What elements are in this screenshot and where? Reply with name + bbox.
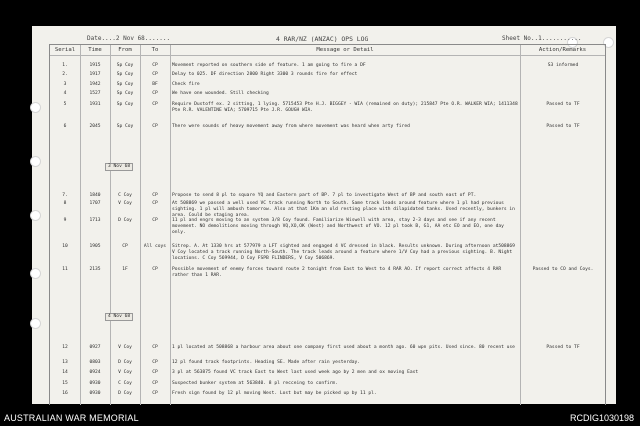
entry-from: C Coy [118,193,132,198]
entry-message: 12 pl found track footprints. Heading SE. Made after rain yesterday. [172,360,361,365]
entry-time: 0803 [89,360,101,365]
entry-from: Sp Coy [116,102,134,107]
col-header-to: To [151,47,159,53]
punch-hole [30,102,41,113]
column-rule [140,45,141,405]
entry-message: Sitrep. A. At 1330 hrs at 577979 a LFT sighted and engaged 4 VC dressed in black. Results unknown. During afternoon at508869 V Coy located a track running North-South. The track leads around a feature where 1/V Coy had a previous sighting. B. Night locations. C Coy 569944, D Coy FSPB FLINDERS, V Coy 506869. [172,244,515,261]
entry-message: Possible movement of enemy forces toward route 2 tonight from East to West to 4 RAR AO. If report correct affects 4 RAR rather than 1 RAR. [172,267,502,278]
entry-action: Passed to TF [546,102,580,107]
entry-serial: 16 [62,391,68,396]
entry-from: V Coy [118,345,132,350]
entry-message: Require Dustoff ex. 2 sitting, 1 lying. 5715453 Pte H.J. BIGGEY - WIA (remained on duty); 215847 Pte O.R. WALKER WIA; 1411348 Pte R.R. VALENTINE WIA; 5709715 Pte J.R. GOUGH WIA. [172,102,518,113]
log-date: Date....2 Nov 68....... [87,35,171,42]
entry-to: CP [152,381,158,386]
entry-to: CP [152,391,158,396]
column-rule [110,45,111,405]
log-title: 4 RAR/NZ (ANZAC) OPS LOG [276,35,369,43]
entry-serial: 11 [62,267,68,272]
entry-from: Sp Coy [116,72,134,77]
column-rule [520,45,521,405]
entry-from: Sp Coy [116,124,134,129]
entry-from: Sp Coy [116,91,134,96]
entry-from: C Coy [118,381,132,386]
date-marker: 3 Nov 68 [105,163,133,171]
entry-serial: 1. [62,63,68,68]
entry-serial: 13 [62,360,68,365]
entry-time: 0927 [89,345,101,350]
entry-message: Movement reported on southern side of feature. 1 am going to fire a DF [172,63,366,68]
entry-message: Delay to 025. DF direction 2800 Right 3300 3 rounds fire for effect [172,72,358,77]
entry-message: Propose to send 8 pl to square YQ and Eastern part of BP. 7 pl to investigate West of BP and south east of PT. [172,193,477,198]
entry-message: 3 pl at 563875 found VC track East to West last used week ago by 2 men and ox moving East [172,370,419,375]
entry-time: 0930 [89,381,101,386]
entry-to: All coys [143,244,167,249]
entry-serial: 12 [62,345,68,350]
entry-action: Passed to TF [546,124,580,129]
entry-serial: 3 [63,82,67,87]
punch-hole [30,156,41,167]
sheet-number: Sheet No..1........... [502,35,582,42]
punch-hole [30,268,41,279]
entry-time: 1713 [89,218,101,223]
entry-to: CP [152,124,158,129]
entry-serial: 9 [63,218,67,223]
entry-message: Suspected bunker system at 563840. 8 pl recceing to confirm. [172,381,338,386]
entry-time: 2045 [89,124,101,129]
entry-serial: 6 [63,124,67,129]
col-header-action: Action/Remarks [538,47,587,53]
entry-time: 1931 [89,102,101,107]
entry-action: S3 informed [547,63,579,68]
entry-serial: 8 [63,201,67,206]
entry-serial: 14 [62,370,68,375]
entry-from: D Coy [118,218,132,223]
entry-to: CP [152,102,158,107]
entry-serial: 15 [62,381,68,386]
column-rule [170,45,171,405]
ops-log-table [49,44,606,405]
entry-action: Passed to CO and Coys. [532,267,594,272]
entry-to: CP [152,193,158,198]
entry-time: 2135 [89,267,101,272]
entry-message: We have one wounded. Still checking [172,91,269,96]
entry-time: 1707 [89,201,101,206]
entry-to: CP [152,218,158,223]
entry-message: Check fire [172,82,200,87]
entry-to: CP [152,345,158,350]
entry-time: 0924 [89,370,101,375]
entry-to: CP [152,360,158,365]
entry-from: Sp Coy [116,82,134,87]
entry-serial: 2. [62,72,68,77]
entry-message: At 508869 we passed a well used VC track running North to South. Same track leads around feature where 1 pl had previous sighting. 1 pl will ambush tomorrow. Also at that 1Km an old resting place with dilapidated tanks. Used recently, bunkers in area. Could be staging area. [172,201,515,218]
entry-serial: 7. [62,193,68,198]
col-header-message: Message or Detail [316,47,374,53]
entry-to: CP [152,370,158,375]
header-rule [50,55,605,56]
entry-serial: 4 [63,91,67,96]
institution-credit: AUSTRALIAN WAR MEMORIAL [4,413,139,423]
punch-hole [30,210,41,221]
entry-time: 1905 [89,244,101,249]
entry-to: BF [152,82,158,87]
entry-time: 1840 [89,193,101,198]
entry-time: 1917 [89,72,101,77]
entry-from: Sp Coy [116,63,134,68]
entry-time: 1942 [89,82,101,87]
entry-to: CP [152,201,158,206]
entry-serial: 5 [63,102,67,107]
punch-hole [30,318,41,329]
entry-from: V Coy [118,201,132,206]
date-marker: 4 Nov 68 [105,313,133,321]
entry-from: D Coy [118,391,132,396]
entry-action: Passed to TF [546,345,580,350]
entry-from: V Coy [118,370,132,375]
col-header-time: Time [88,47,102,53]
entry-time: 1915 [89,63,101,68]
entry-to: CP [152,72,158,77]
entry-time: 1527 [89,91,101,96]
entry-message: There were sounds of heavy movement away from where movement was heard when arty fired [172,124,410,129]
col-header-from: From [118,47,132,53]
col-header-serial: Serial [54,47,76,53]
entry-from: CP [122,244,128,249]
column-rule [80,45,81,405]
entry-to: CP [152,267,158,272]
entry-from: D Coy [118,360,132,365]
entry-time: 0930 [89,391,101,396]
log-sheet [32,26,616,404]
entry-message: Fresh sign found by 12 pl moving West. Lost but may be picked up by 11 pl. [172,391,377,396]
entry-message: 1 pl located at 508868 a harbour area about one company first used about a month ago. 60 wpn pits. Used since. 80 recent use [172,345,515,350]
entry-serial: 10 [62,244,68,249]
entry-from: 1F [122,267,128,272]
document-reference: RCDIG1030198 [569,413,634,423]
entry-message: 11 pl and engrs moving to an system 3/8 Coy found. Familiarize Wiswell with area, stay 2-3 days and see if any recent movement. NO demolitions moving through VQ,XO,OK (West) and Northwest of VO. 12 pl took B, G1, AA etc EO and EO, one day only. [172,218,504,235]
entry-to: CP [152,91,158,96]
entry-to: CP [152,63,158,68]
